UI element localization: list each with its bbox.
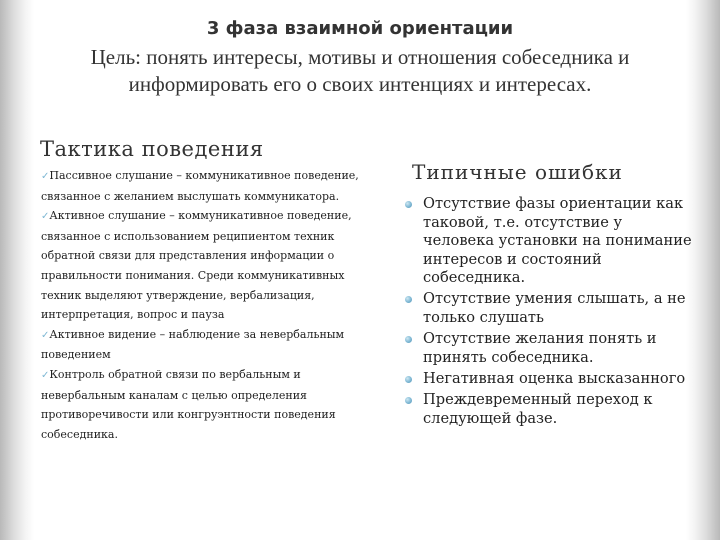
tactics-heading: Тактика поведения [40,137,264,161]
bullet-dot-icon [405,376,412,383]
errors-item-text: Отсутствие желания понять и принять собеседника. [423,330,657,366]
left-edge-shadow [0,0,34,540]
errors-item-text: Отсутствие фазы ориентации как таковой, т.е. отсутствие у человека установки на понимание интересов и состояний собеседника. [423,195,692,287]
tactics-item [41,365,363,444]
bullet-dot-icon [405,296,412,303]
slide-goal: Цель: понять интересы, мотивы и отношения собеседника и информировать его о своих интенциях и интересах. [90,45,630,96]
errors-item [400,330,692,367]
errors-item [400,290,692,327]
bullet-dot-icon [405,397,412,404]
errors-item [400,391,692,428]
errors-item-text: Негативная оценка высказанного [423,369,686,387]
tactics-item [41,166,363,206]
errors-item [400,370,692,389]
checkmark-icon: ✓ [41,329,50,341]
tactics-item-text: Пассивное слушание – коммуникативное поведение, связанное с желанием выслушать коммуникатора. [41,169,359,203]
errors-item [400,195,692,288]
slide-title: 3 фаза взаимной ориентации [206,18,514,39]
checkmark-icon: ✓ [41,369,50,381]
errors-heading: Типичные ошибки [412,160,623,184]
errors-item-text: Преждевременный переход к следующей фазе. [423,390,653,427]
checkmark-icon: ✓ [41,211,50,223]
tactics-item-text: Активное видение – наблюдение за невербальным поведением [41,327,345,362]
tactics-item-text: Контроль обратной связи по вербальным и невербальным каналам с целью определения противоречивости или конгруэнтности поведения собеседника. [41,367,336,441]
bullet-dot-icon [405,336,412,343]
checkmark-icon: ✓ [41,171,50,182]
errors-item-text: Отсутствие умения слышать, а не только слушать [423,290,686,327]
tactics-list [41,166,363,444]
errors-list [400,195,692,431]
tactics-item [41,325,363,365]
tactics-item-text: Активное слушание – коммуникативное поведение, связанное с использованием реципиентом техник обратной связи для представления информации о правильности понимания. Среди коммуникативных техник выделяют утверждение, вербализация, интерпретация, вопрос и пауза [41,209,352,322]
bullet-dot-icon [405,201,412,208]
tactics-item [41,206,363,325]
